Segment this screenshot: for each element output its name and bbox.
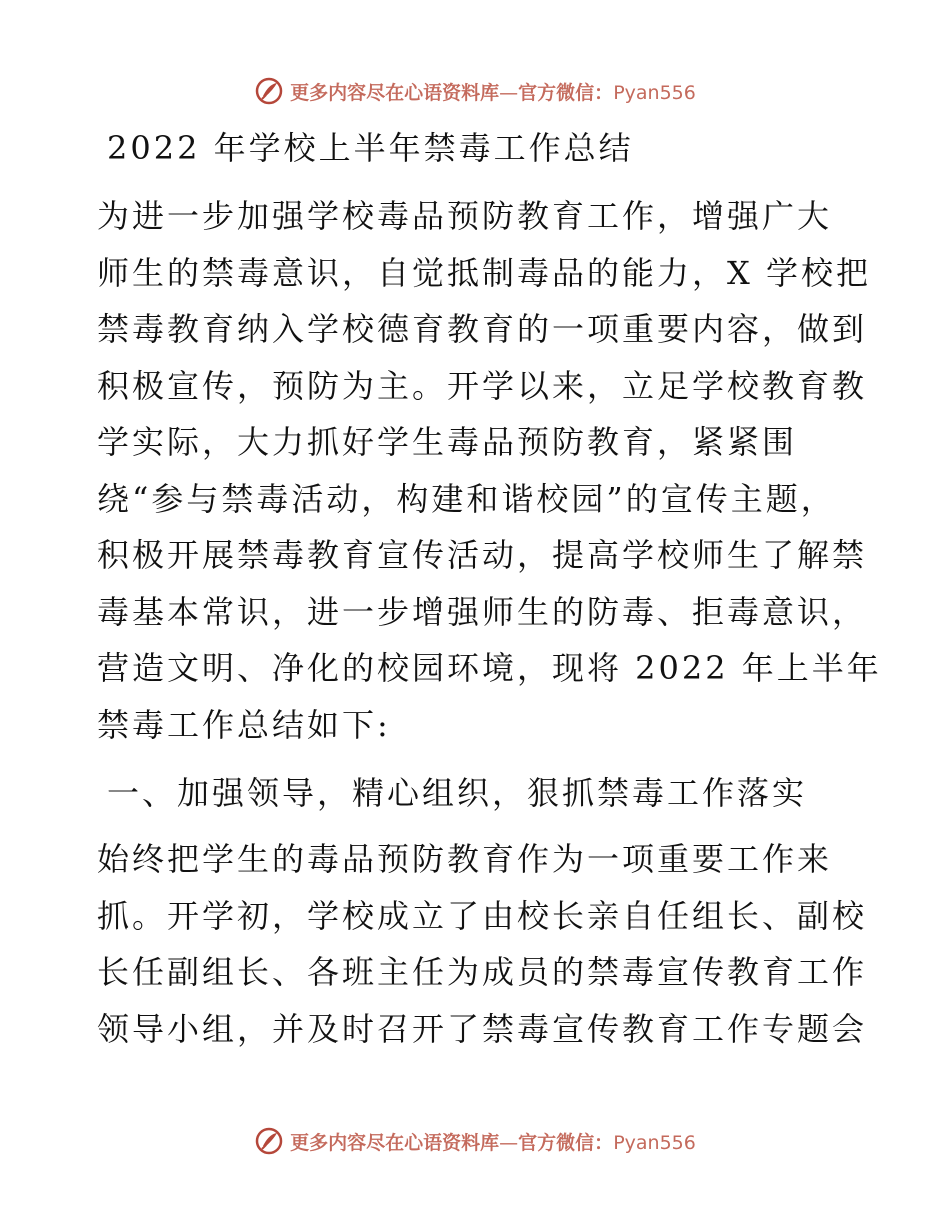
- text-line: 积极开展禁毒教育宣传活动，提高学校师生了解禁: [97, 536, 868, 574]
- banner-main-text: 更多内容尽在心语资料库: [290, 81, 500, 104]
- text-line: 绕“参与禁毒活动，构建和谐校园”的宣传主题，: [97, 479, 836, 518]
- text-line: 长任副组长、各班主任为成员的禁毒宣传教育工作: [97, 953, 868, 991]
- paragraph-section-1: [97, 831, 868, 1057]
- text-line: 抓。开学初，学校成立了由校长亲自任组长、副校: [97, 896, 868, 935]
- banner-handle: Pyan556: [613, 81, 696, 104]
- document-title: 2022 年学校上半年禁毒工作总结: [107, 129, 634, 167]
- text-line: 禁毒工作总结如下:: [97, 705, 391, 744]
- text-line: 为进一步加强学校毒品预防教育工作，增强广大: [97, 197, 833, 235]
- document-body: [97, 120, 882, 1057]
- text-line: 积极宣传，预防为主。开学以来，立足学校教育教: [97, 366, 868, 405]
- footer-banner: [0, 1121, 950, 1161]
- text-line: 毒基本常识，进一步增强师生的防毒、拒毒意识，: [97, 592, 868, 631]
- banner-separator: —: [499, 1131, 519, 1154]
- text-line: 始终把学生的毒品预防教育作为一项重要工作来: [97, 840, 833, 878]
- banner-text: [290, 1128, 696, 1155]
- text-line: 禁毒教育纳入学校德育教育的一项重要内容，做到: [97, 310, 868, 348]
- section-heading-1: 一、加强领导，精心组织，狠抓禁毒工作落实: [107, 774, 808, 812]
- text-line: 师生的禁毒意识，自觉抵制毒品的能力，X 学校把: [97, 253, 871, 292]
- paragraph-intro: [97, 188, 882, 753]
- banner-handle: Pyan556: [613, 1131, 696, 1154]
- text-line: 营造文明、净化的校园环境，现将 2022 年上半年: [97, 649, 882, 687]
- header-banner: [0, 71, 950, 111]
- text-line: 领导小组，并及时召开了禁毒宣传教育工作专题会: [97, 1009, 868, 1048]
- banner-text: [290, 78, 696, 105]
- red-quill-logo-icon: [254, 1126, 284, 1156]
- red-quill-logo-icon: [254, 76, 284, 106]
- text-line: 学实际，大力抓好学生毒品预防教育，紧紧围: [97, 423, 798, 461]
- banner-main-text: 更多内容尽在心语资料库: [290, 1131, 500, 1154]
- banner-separator: —: [499, 81, 519, 104]
- banner-contact-prefix: 官方微信：: [518, 81, 614, 104]
- banner-contact-prefix: 官方微信：: [518, 1131, 614, 1154]
